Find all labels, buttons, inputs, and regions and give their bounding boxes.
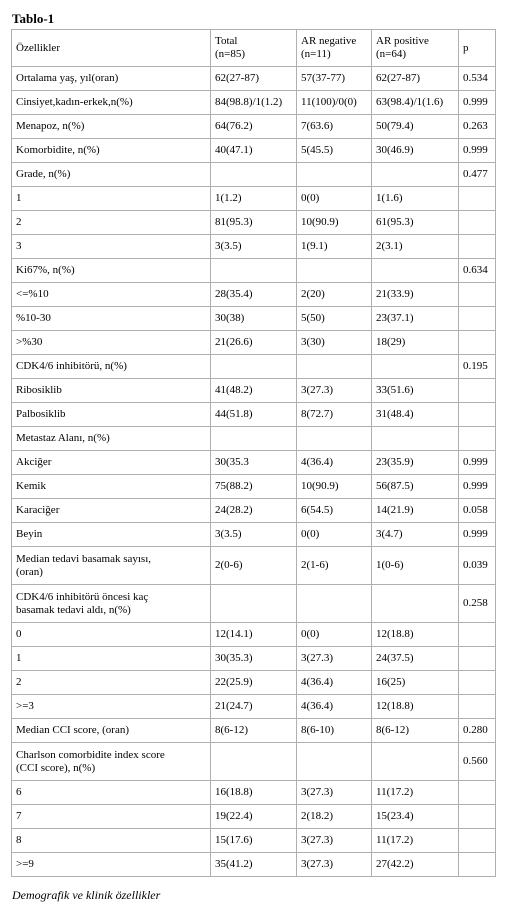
cell-total: 21(26.6) <box>211 331 297 355</box>
cell-ar-positive: 23(37.1) <box>372 307 459 331</box>
table-row <box>12 623 496 647</box>
cell-p-value: 0.999 <box>459 475 496 499</box>
cell-ar-negative: 8(72.7) <box>297 403 372 427</box>
cell-label: %10-30 <box>12 307 211 331</box>
cell-label: Beyin <box>12 523 211 547</box>
cell-ar-negative: 1(9.1) <box>297 235 372 259</box>
cell-ar-negative: 8(6-10) <box>297 719 372 743</box>
cell-total: 35(41.2) <box>211 853 297 877</box>
cell-total: 40(47.1) <box>211 139 297 163</box>
cell-ar-positive: 16(25) <box>372 671 459 695</box>
cell-label: 8 <box>12 829 211 853</box>
table-row <box>12 695 496 719</box>
cell-total <box>211 163 297 187</box>
cell-total: 64(76.2) <box>211 115 297 139</box>
cell-ar-positive: 11(17.2) <box>372 829 459 853</box>
cell-ar-positive: 23(35.9) <box>372 451 459 475</box>
cell-label: 3 <box>12 235 211 259</box>
cell-label: Charlson comorbidite index score (CCI score), n(%) <box>12 743 211 781</box>
cell-total: 44(51.8) <box>211 403 297 427</box>
cell-label: CDK4/6 inhibitörü öncesi kaç basamak tedavi aldı, n(%) <box>12 585 211 623</box>
cell-p-value <box>459 187 496 211</box>
cell-total: 30(38) <box>211 307 297 331</box>
cell-ar-negative <box>297 355 372 379</box>
cell-total <box>211 259 297 283</box>
cell-ar-positive <box>372 585 459 623</box>
table-row <box>12 475 496 499</box>
cell-p-value <box>459 671 496 695</box>
cell-label: 2 <box>12 671 211 695</box>
cell-ar-positive: 8(6-12) <box>372 719 459 743</box>
cell-label: Grade, n(%) <box>12 163 211 187</box>
cell-total: 62(27-87) <box>211 67 297 91</box>
cell-ar-positive: 3(4.7) <box>372 523 459 547</box>
cell-ar-positive <box>372 743 459 781</box>
cell-total: 3(3.5) <box>211 523 297 547</box>
table-row <box>12 403 496 427</box>
cell-label: 7 <box>12 805 211 829</box>
cell-label: Akciğer <box>12 451 211 475</box>
cell-total <box>211 585 297 623</box>
cell-ar-negative: 3(27.3) <box>297 829 372 853</box>
cell-ar-negative: 6(54.5) <box>297 499 372 523</box>
cell-total <box>211 427 297 451</box>
cell-total: 3(3.5) <box>211 235 297 259</box>
cell-ar-negative: 57(37-77) <box>297 67 372 91</box>
cell-ar-negative: 2(1-6) <box>297 547 372 585</box>
cell-ar-negative: 3(30) <box>297 331 372 355</box>
cell-ar-positive: 21(33.9) <box>372 283 459 307</box>
table-row <box>12 805 496 829</box>
cell-p-value: 0.477 <box>459 163 496 187</box>
cell-ar-positive: 18(29) <box>372 331 459 355</box>
table-header-row <box>12 30 496 67</box>
cell-total: 84(98.8)/1(1.2) <box>211 91 297 115</box>
table-row <box>12 499 496 523</box>
cell-label: 0 <box>12 623 211 647</box>
column-header-total: Total (n=85) <box>211 30 297 67</box>
cell-label: Ki67%, n(%) <box>12 259 211 283</box>
cell-ar-positive: 27(42.2) <box>372 853 459 877</box>
data-table <box>11 29 496 877</box>
cell-ar-positive: 14(21.9) <box>372 499 459 523</box>
cell-ar-negative <box>297 743 372 781</box>
cell-ar-positive: 31(48.4) <box>372 403 459 427</box>
cell-p-value <box>459 235 496 259</box>
cell-ar-positive: 1(1.6) <box>372 187 459 211</box>
table-row <box>12 547 496 585</box>
cell-p-value <box>459 283 496 307</box>
cell-p-value: 0.195 <box>459 355 496 379</box>
cell-label: Komorbidite, n(%) <box>12 139 211 163</box>
cell-p-value <box>459 307 496 331</box>
cell-p-value <box>459 623 496 647</box>
cell-total <box>211 355 297 379</box>
cell-total: 2(0-6) <box>211 547 297 585</box>
cell-ar-positive: 12(18.8) <box>372 695 459 719</box>
cell-label: >=9 <box>12 853 211 877</box>
cell-ar-negative: 0(0) <box>297 523 372 547</box>
cell-label: >%30 <box>12 331 211 355</box>
table-row <box>12 781 496 805</box>
cell-p-value: 0.634 <box>459 259 496 283</box>
cell-ar-positive <box>372 163 459 187</box>
table-row <box>12 647 496 671</box>
cell-ar-negative: 5(45.5) <box>297 139 372 163</box>
cell-ar-negative: 2(18.2) <box>297 805 372 829</box>
cell-p-value <box>459 829 496 853</box>
table-row <box>12 235 496 259</box>
cell-p-value <box>459 211 496 235</box>
cell-ar-negative: 3(27.3) <box>297 379 372 403</box>
table-caption: Demografik ve klinik özellikler <box>12 888 161 902</box>
cell-ar-negative: 4(36.4) <box>297 451 372 475</box>
cell-ar-negative <box>297 259 372 283</box>
cell-p-value: 0.999 <box>459 139 496 163</box>
cell-label: Kemik <box>12 475 211 499</box>
cell-label: Median tedavi basamak sayısı, (oran) <box>12 547 211 585</box>
column-header-p-value: p <box>459 30 496 67</box>
table-row <box>12 283 496 307</box>
column-header-label: Özellikler <box>12 30 211 67</box>
cell-ar-positive: 33(51.6) <box>372 379 459 403</box>
cell-total: 81(95.3) <box>211 211 297 235</box>
table-row <box>12 523 496 547</box>
cell-total: 22(25.9) <box>211 671 297 695</box>
cell-p-value: 0.999 <box>459 451 496 475</box>
cell-p-value <box>459 805 496 829</box>
cell-label: Ortalama yaş, yıl(oran) <box>12 67 211 91</box>
cell-total: 30(35.3) <box>211 647 297 671</box>
cell-label: Ribosiklib <box>12 379 211 403</box>
cell-label: Cinsiyet,kadın-erkek,n(%) <box>12 91 211 115</box>
cell-label: 1 <box>12 647 211 671</box>
table-row <box>12 355 496 379</box>
cell-total: 75(88.2) <box>211 475 297 499</box>
page-title: Tablo-1 <box>12 11 55 26</box>
cell-total: 21(24.7) <box>211 695 297 719</box>
cell-label: Karaciğer <box>12 499 211 523</box>
cell-ar-positive: 50(79.4) <box>372 115 459 139</box>
cell-ar-positive <box>372 355 459 379</box>
cell-ar-positive <box>372 427 459 451</box>
table-row <box>12 585 496 623</box>
cell-ar-negative: 4(36.4) <box>297 695 372 719</box>
cell-p-value <box>459 331 496 355</box>
cell-total: 41(48.2) <box>211 379 297 403</box>
cell-ar-positive: 63(98.4)/1(1.6) <box>372 91 459 115</box>
cell-ar-negative: 0(0) <box>297 187 372 211</box>
table-row <box>12 163 496 187</box>
table-row <box>12 139 496 163</box>
cell-ar-positive: 62(27-87) <box>372 67 459 91</box>
cell-total: 12(14.1) <box>211 623 297 647</box>
cell-ar-negative: 7(63.6) <box>297 115 372 139</box>
cell-total: 19(22.4) <box>211 805 297 829</box>
table-row <box>12 853 496 877</box>
table-row <box>12 307 496 331</box>
cell-p-value <box>459 781 496 805</box>
table-row <box>12 331 496 355</box>
table-row <box>12 451 496 475</box>
cell-label: CDK4/6 inhibitörü, n(%) <box>12 355 211 379</box>
cell-ar-negative: 4(36.4) <box>297 671 372 695</box>
cell-label: 6 <box>12 781 211 805</box>
cell-p-value <box>459 379 496 403</box>
cell-label: <=%10 <box>12 283 211 307</box>
cell-p-value: 0.534 <box>459 67 496 91</box>
table-row <box>12 187 496 211</box>
cell-ar-negative: 2(20) <box>297 283 372 307</box>
table-row <box>12 91 496 115</box>
cell-ar-positive: 15(23.4) <box>372 805 459 829</box>
cell-p-value: 0.560 <box>459 743 496 781</box>
cell-ar-positive: 2(3.1) <box>372 235 459 259</box>
cell-total: 15(17.6) <box>211 829 297 853</box>
cell-label: 1 <box>12 187 211 211</box>
table-row <box>12 259 496 283</box>
cell-total: 24(28.2) <box>211 499 297 523</box>
cell-p-value: 0.058 <box>459 499 496 523</box>
column-header-ar-positive: AR positive (n=64) <box>372 30 459 67</box>
cell-label: Menapoz, n(%) <box>12 115 211 139</box>
cell-ar-negative: 10(90.9) <box>297 211 372 235</box>
cell-p-value <box>459 853 496 877</box>
cell-ar-positive: 12(18.8) <box>372 623 459 647</box>
cell-ar-negative: 3(27.3) <box>297 853 372 877</box>
cell-total: 16(18.8) <box>211 781 297 805</box>
cell-p-value <box>459 403 496 427</box>
table-row <box>12 115 496 139</box>
table-row <box>12 743 496 781</box>
cell-total <box>211 743 297 781</box>
table-row <box>12 719 496 743</box>
cell-ar-negative: 0(0) <box>297 623 372 647</box>
table-row <box>12 427 496 451</box>
table-row <box>12 829 496 853</box>
cell-ar-positive <box>372 259 459 283</box>
table-row <box>12 211 496 235</box>
cell-ar-positive: 56(87.5) <box>372 475 459 499</box>
cell-p-value: 0.039 <box>459 547 496 585</box>
cell-p-value: 0.999 <box>459 91 496 115</box>
cell-ar-negative <box>297 427 372 451</box>
cell-ar-positive: 1(0-6) <box>372 547 459 585</box>
cell-p-value <box>459 695 496 719</box>
cell-label: 2 <box>12 211 211 235</box>
table-row <box>12 671 496 695</box>
cell-p-value: 0.263 <box>459 115 496 139</box>
cell-ar-negative: 10(90.9) <box>297 475 372 499</box>
column-header-ar-negative: AR negative (n=11) <box>297 30 372 67</box>
cell-label: >=3 <box>12 695 211 719</box>
cell-ar-negative: 11(100)/0(0) <box>297 91 372 115</box>
cell-p-value <box>459 647 496 671</box>
cell-p-value: 0.258 <box>459 585 496 623</box>
cell-p-value <box>459 427 496 451</box>
cell-total: 30(35.3 <box>211 451 297 475</box>
cell-total: 8(6-12) <box>211 719 297 743</box>
cell-p-value: 0.280 <box>459 719 496 743</box>
cell-total: 1(1.2) <box>211 187 297 211</box>
cell-label: Metastaz Alanı, n(%) <box>12 427 211 451</box>
cell-ar-negative: 3(27.3) <box>297 647 372 671</box>
table-row <box>12 67 496 91</box>
cell-ar-positive: 24(37.5) <box>372 647 459 671</box>
cell-ar-positive: 30(46.9) <box>372 139 459 163</box>
cell-label: Palbosiklib <box>12 403 211 427</box>
cell-ar-negative: 3(27.3) <box>297 781 372 805</box>
table-row <box>12 379 496 403</box>
cell-label: Median CCI score, (oran) <box>12 719 211 743</box>
cell-ar-negative: 5(50) <box>297 307 372 331</box>
cell-ar-negative <box>297 585 372 623</box>
cell-ar-positive: 61(95.3) <box>372 211 459 235</box>
cell-p-value: 0.999 <box>459 523 496 547</box>
cell-ar-positive: 11(17.2) <box>372 781 459 805</box>
cell-total: 28(35.4) <box>211 283 297 307</box>
cell-ar-negative <box>297 163 372 187</box>
